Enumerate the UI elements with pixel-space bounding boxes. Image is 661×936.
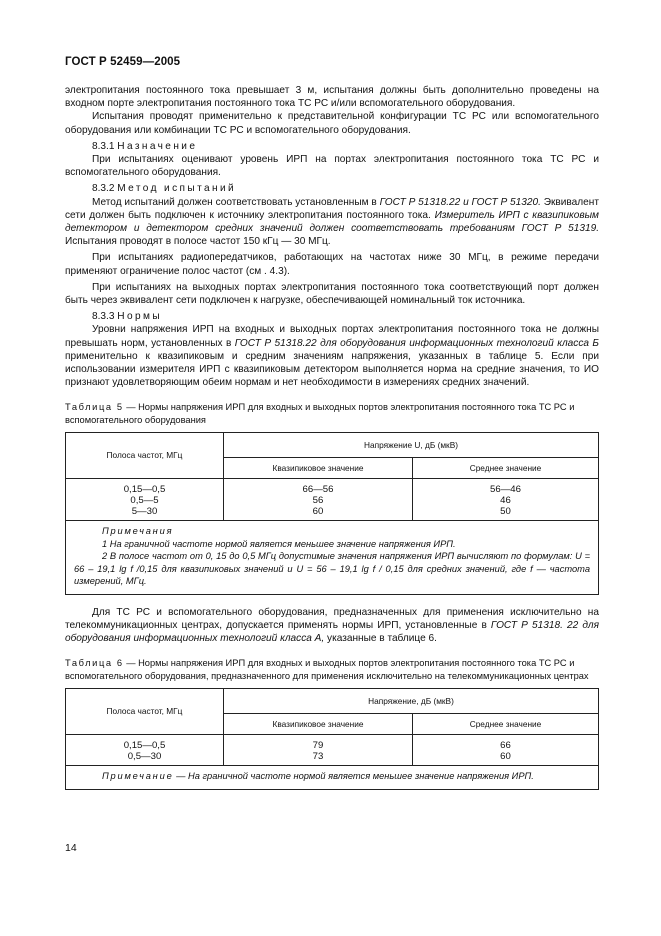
section-title: Нормы (117, 311, 162, 323)
table-6 (65, 688, 599, 790)
column-header-avg: Среднее значение (413, 458, 599, 479)
italic-text-run: Измеритель ИРП с квазипиковым детектором и детектором средних значений должен соответствовать требованиям ГОСТ Р 51319. (65, 209, 599, 235)
table6-caption (65, 657, 599, 682)
column-header-band: Полоса частот, МГц (66, 433, 224, 479)
note-title: Примечание (102, 771, 174, 782)
note-1: 1 На граничной частоте нормой является меньшее значение напряжения ИРП. (102, 538, 456, 549)
paragraph: Испытания проводят применительно к представительной конфигурации ТС РС или вспомогательного оборудования или комбинации ТС РС и вспомогательного оборудования. (65, 111, 599, 136)
table6-note (66, 766, 599, 790)
table-label: Таблица 6 (65, 658, 124, 669)
column-header-voltage: Напряжение U, дБ (мкВ) (224, 433, 599, 458)
note-2: 2 В полосе частот от 0, 15 до 0,5 МГц допустимые значения напряжения ИРП вычисляют по формулам: U = 66 – 19,1 lg f /0,15 для квазипиковых значений и U = 56 – 19,1 lg f / 0,15 для средних значений, где f — частота измерений, МГц. (74, 551, 590, 587)
text-run: Уровни напряжения ИРП на входных и выходных портах электропитания постоянного тока не должны превышать норм, установленных в (65, 324, 599, 349)
text-run: Испытания проводят в полосе частот 150 кГц — 30 МГц. (65, 236, 331, 248)
table-cell-value: 66—56 (302, 484, 334, 496)
band-cell (66, 479, 224, 521)
section-heading-8-3-3 (65, 310, 599, 323)
column-header-band: Полоса частот, МГц (66, 689, 224, 735)
text-run: Метод испытаний должен соответствовать установленным в (92, 196, 380, 208)
paragraph: При испытаниях на выходных портах электропитания постоянного тока соответствующий порт должен быть через эквивалент сети подключен к нагрузке, обеспечивающей номинальный ток источника. (65, 281, 599, 307)
table-5 (65, 432, 599, 595)
paragraph: электропитания постоянного тока превышает 3 м, испытания должны быть дополнительно проведены на входном порте электропитания постоянного тока ТС РС и/или вспомогательного оборудования. (65, 85, 599, 110)
document-body (65, 84, 599, 790)
table-cell-value: 46 (500, 495, 511, 507)
text-run: Эквивалент сети должен быть подключен к источнику электропитания постоянного тока. (65, 196, 599, 221)
column-header-qp: Квазипиковое значение (224, 714, 413, 735)
section-heading-8-3-1 (65, 140, 599, 153)
note-text: — На граничной частоте нормой является меньшее значение напряжения ИРП. (173, 771, 534, 782)
table-cell-value: 0,5—30 (127, 751, 162, 763)
section-number: 8.3.1 (92, 140, 115, 152)
band-cell (66, 735, 224, 766)
table-cell-value: 5—30 (131, 506, 158, 518)
paragraph: При испытаниях радиопередатчиков, работающих на частотах ниже 30 МГц, в режиме передачи применяют ограничение полос частот (см . 4.3). (65, 252, 599, 277)
text-run: применительно к квазипиковым и средним значениям напряжения, указанных в таблице 5. Если при использовании измерителя ИРП с квазипиковым детектором выполняется норма на средние значения, то ИО признают удовлетворяющим обеим нормам и нет необходимости в измерениях средних значений. (65, 350, 599, 389)
table-cell-value: 0,5—5 (130, 495, 159, 507)
table-cell-value: 56—46 (490, 484, 521, 496)
column-header-avg: Среднее значение (413, 714, 599, 735)
document-header: ГОСТ Р 52459—2005 (65, 56, 181, 68)
qp-cell (224, 735, 413, 766)
paragraph (65, 606, 599, 646)
paragraph (65, 323, 599, 389)
avg-cell (413, 479, 599, 521)
text-run: указанные в таблице 6. (324, 633, 437, 645)
standard-reference: ГОСТ Р 51318.22 для оборудования информационных технологий класса Б (234, 337, 599, 349)
text-run: Для ТС РС и вспомогательного оборудования, предназначенных для применения исключительно на телекоммуникационных центрах, допускается применять нормы ИРП, установленные в (65, 606, 599, 631)
section-title: Назначение (117, 140, 198, 152)
table-cell-value: 0,15—0,5 (123, 484, 166, 496)
caption-text: — Нормы напряжения ИРП для входных и выходных портов электропитания постоянного тока ТС РС и вспомогательного оборудования, предназначенного для применения исключительно на телекоммуникационных центрах (65, 658, 589, 681)
table-cell-value: 50 (500, 506, 511, 518)
caption-text: — Нормы напряжения ИРП для входных и выходных портов электропитания постоянного тока ТС РС и вспомогательного оборудования (65, 402, 575, 425)
table-cell-value: 66 (500, 740, 511, 752)
table-label: Таблица 5 (65, 402, 124, 413)
table-cell-value: 0,15—0,5 (123, 740, 166, 752)
section-title: Метод испытаний (117, 183, 237, 195)
section-heading-8-3-2 (65, 182, 599, 195)
notes-title: Примечания (102, 526, 174, 537)
table-cell-value: 56 (312, 495, 324, 507)
paragraph (65, 196, 599, 249)
table-cell-value: 60 (312, 506, 324, 518)
section-number: 8.3.2 (92, 183, 115, 195)
column-header-qp: Квазипиковое значение (224, 458, 413, 479)
avg-cell (413, 735, 599, 766)
table-cell-value: 79 (312, 740, 324, 752)
table-cell-value: 73 (312, 751, 324, 763)
page-number: 14 (65, 842, 77, 854)
standard-reference: ГОСТ Р 51318.22 и ГОСТ Р 51320. (379, 196, 541, 208)
paragraph: При испытаниях оценивают уровень ИРП на портах электропитания постоянного тока ТС РС и вспомогательного оборудования. (65, 154, 599, 179)
qp-cell (224, 479, 413, 521)
table5-caption (65, 401, 599, 426)
section-number: 8.3.3 (92, 311, 115, 323)
table5-notes (66, 521, 599, 595)
standard-reference: ГОСТ Р 51318. 22 для оборудования информационных технологий класса А, (65, 619, 599, 645)
column-header-voltage: Напряжение, дБ (мкВ) (224, 689, 599, 714)
table-cell-value: 60 (500, 751, 511, 763)
